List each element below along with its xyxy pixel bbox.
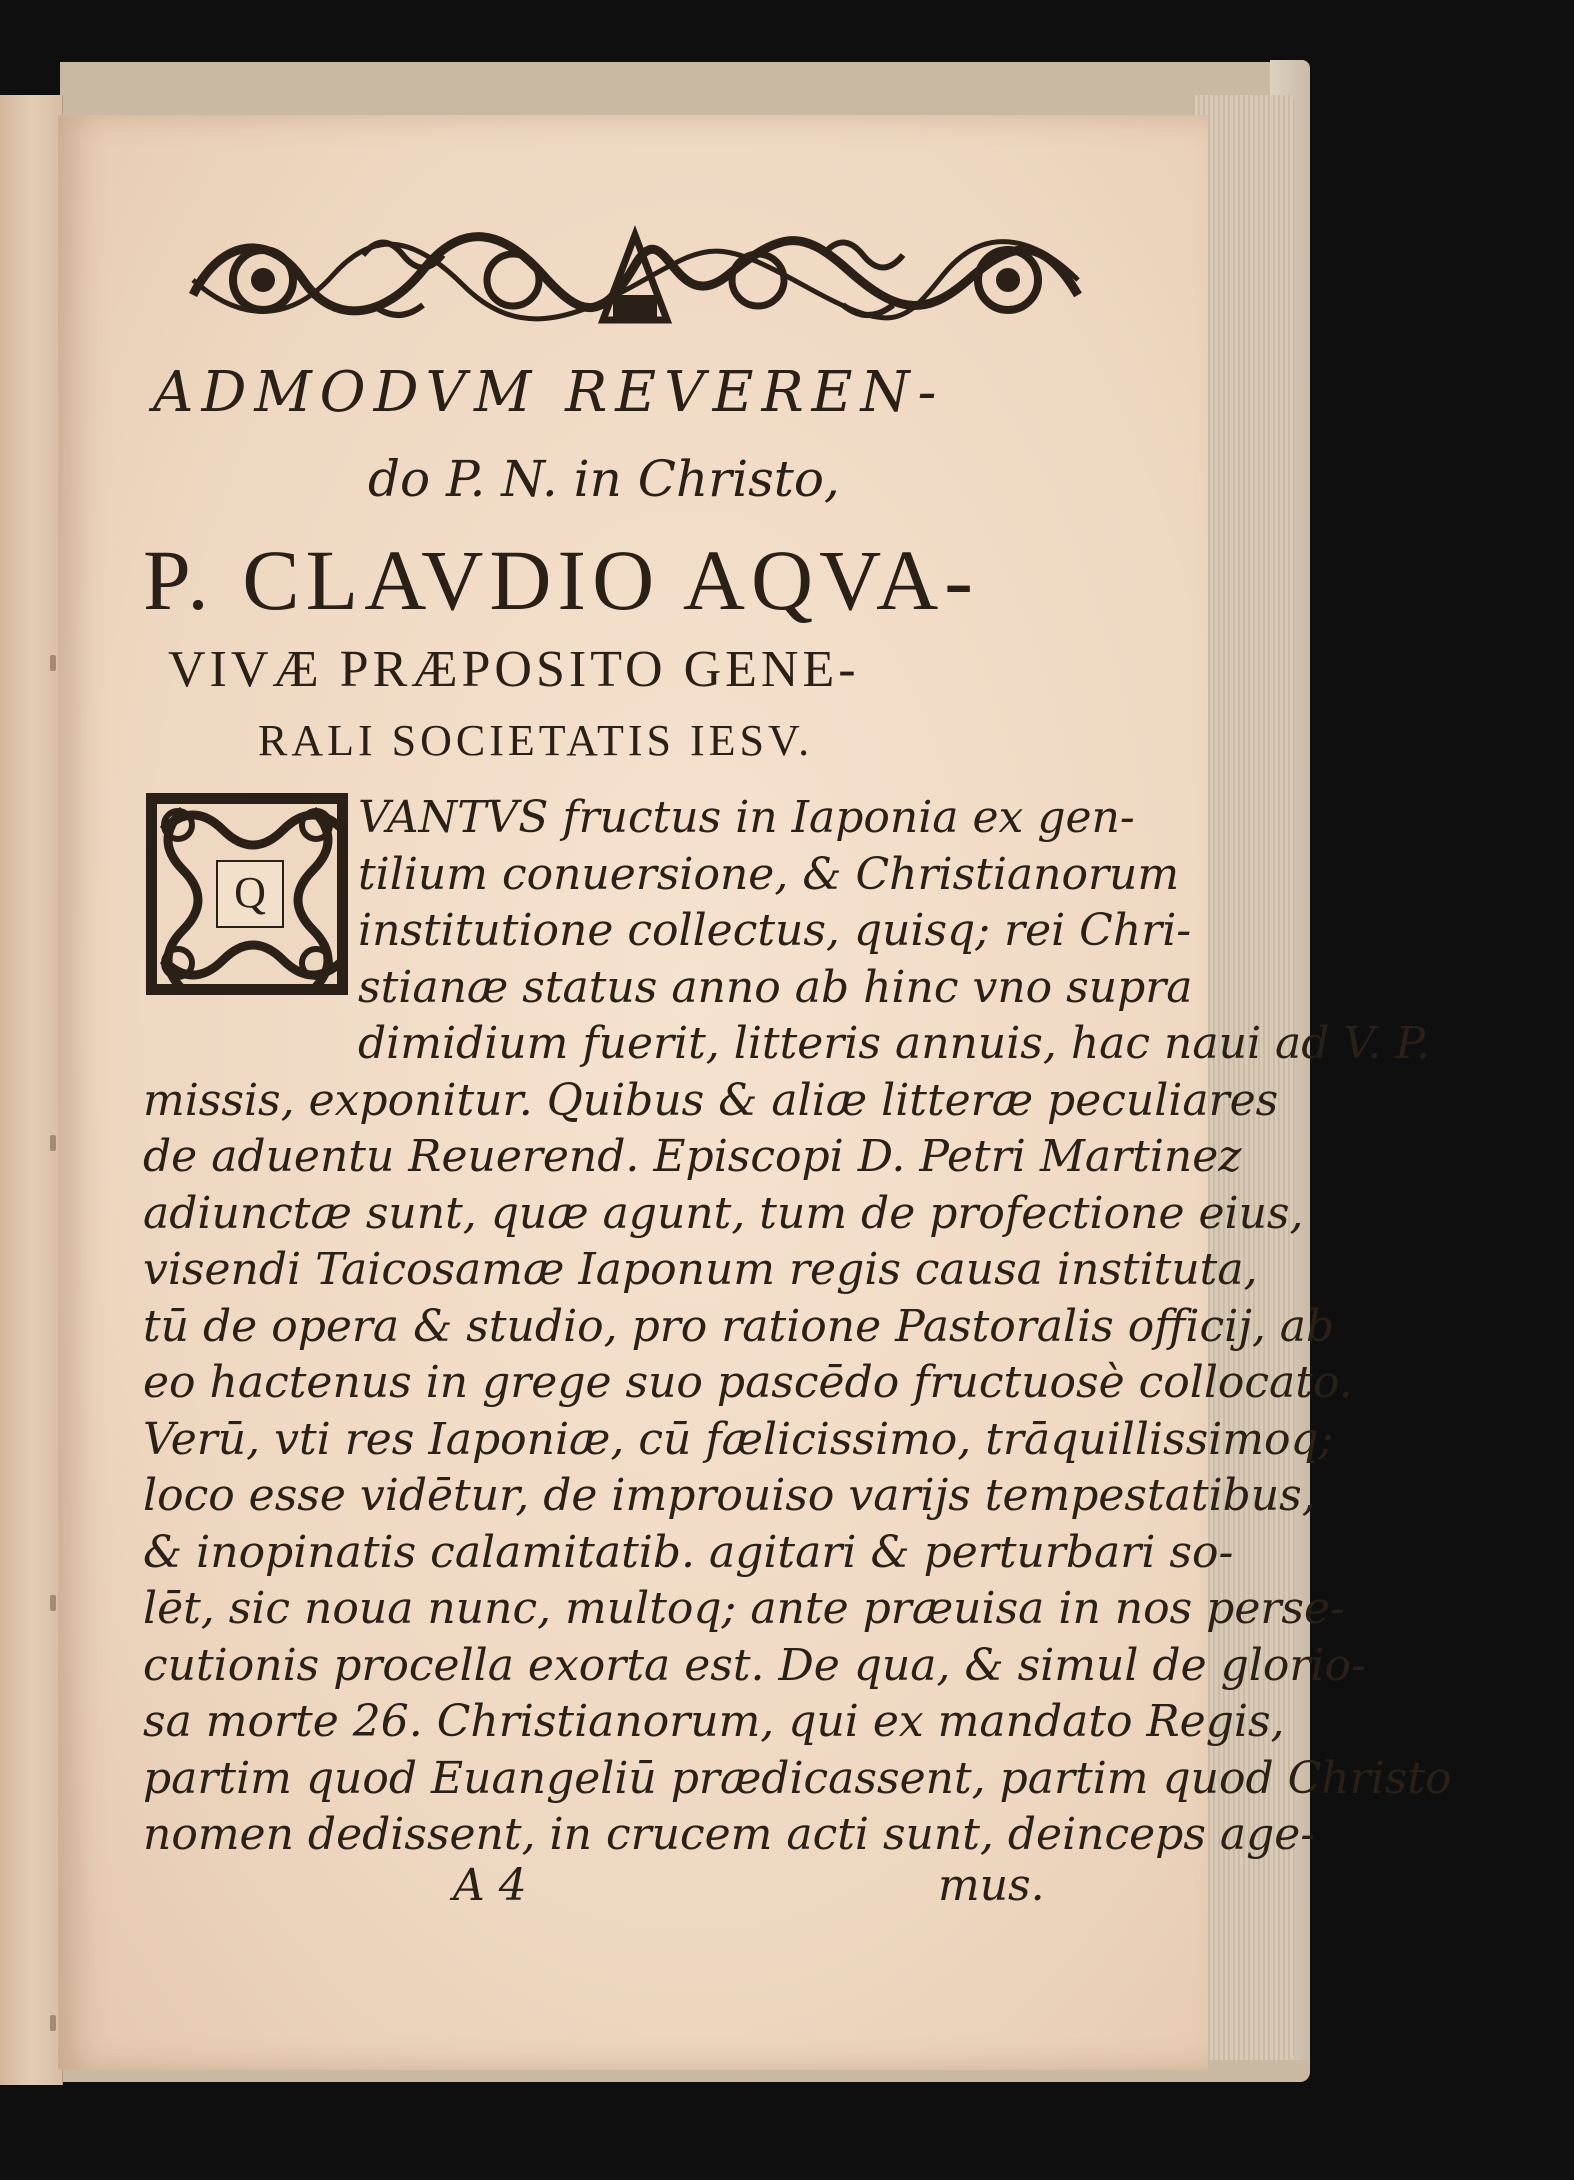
binding-stitch: [50, 2015, 56, 2031]
heading-line-1: ADMODVM REVEREN-: [153, 360, 945, 425]
dropcap-letter: Q: [216, 860, 284, 928]
body-line: eo hactenus in grege suo pascēdo fructuosè collocato.: [143, 1357, 1353, 1408]
signature-mark: A 4: [453, 1860, 527, 1911]
binding-stitch: [50, 1135, 56, 1151]
body-line: de aduentu Reuerend. Episcopi D. Petri Martinez: [143, 1131, 1242, 1182]
body-line: cutionis procella exorta est. De qua, & simul de glorio-: [143, 1639, 1366, 1691]
previous-page-margin: [0, 95, 63, 2085]
body-line: loco esse vidētur, de improuiso varijs tempestatibus,: [143, 1470, 1316, 1521]
body-line: sa morte 26. Christianorum, qui ex mandato Regis,: [143, 1696, 1285, 1747]
body-line: nomen dedissent, in crucem acti sunt, deinceps age-: [143, 1809, 1316, 1860]
heading-line-2: do P. N. in Christo,: [368, 450, 840, 508]
body-line: adiunctæ sunt, quæ agunt, tum de profectione eius,: [143, 1187, 1304, 1239]
body-line: stianæ status anno ab hinc vno supra: [358, 961, 1193, 1013]
body-line: dimidium fuerit, litteris annuis, hac naui ad V. P.: [358, 1018, 1431, 1069]
body-line: VANTVS fructus in Iaponia ex gen-: [358, 792, 1135, 843]
body-line: tilium conuersione, & Christianorum: [358, 848, 1180, 900]
binding-stitch: [50, 1595, 56, 1611]
body-line: missis, exponitur. Quibus & aliæ litteræ peculiares: [143, 1074, 1279, 1126]
binding-stitch: [50, 655, 56, 671]
catchword: mus.: [938, 1860, 1045, 1911]
body-line: institutione collectus, quisq; rei Chri-: [358, 905, 1192, 956]
body-line: lēt, sic noua nunc, multoq; ante præuisa in nos perse-: [143, 1583, 1345, 1634]
body-line: Verū, vti res Iaponiæ, cū fælicissimo, trāquillissimoq;: [143, 1413, 1334, 1465]
book-page: [58, 115, 1452, 2070]
body-line: & inopinatis calamitatib. agitari & perturbari so-: [143, 1526, 1234, 1578]
heading-line-5: RALI SOCIETATIS IESV.: [258, 716, 814, 765]
body-line: partim quod Euangeliū prædicassent, partim quod Christo: [143, 1752, 1452, 1804]
heading-line-4: VIVÆ PRÆPOSITO GENE-: [168, 641, 860, 698]
body-line: visendi Taicosamæ Iaponum regis causa instituta,: [143, 1244, 1258, 1295]
headpiece-ornament: [183, 225, 1088, 330]
heading-line-3: P. CLAVDIO AQVA-: [143, 532, 979, 628]
body-line: tū de opera & studio, pro ratione Pastoralis officij, ab: [143, 1300, 1335, 1352]
